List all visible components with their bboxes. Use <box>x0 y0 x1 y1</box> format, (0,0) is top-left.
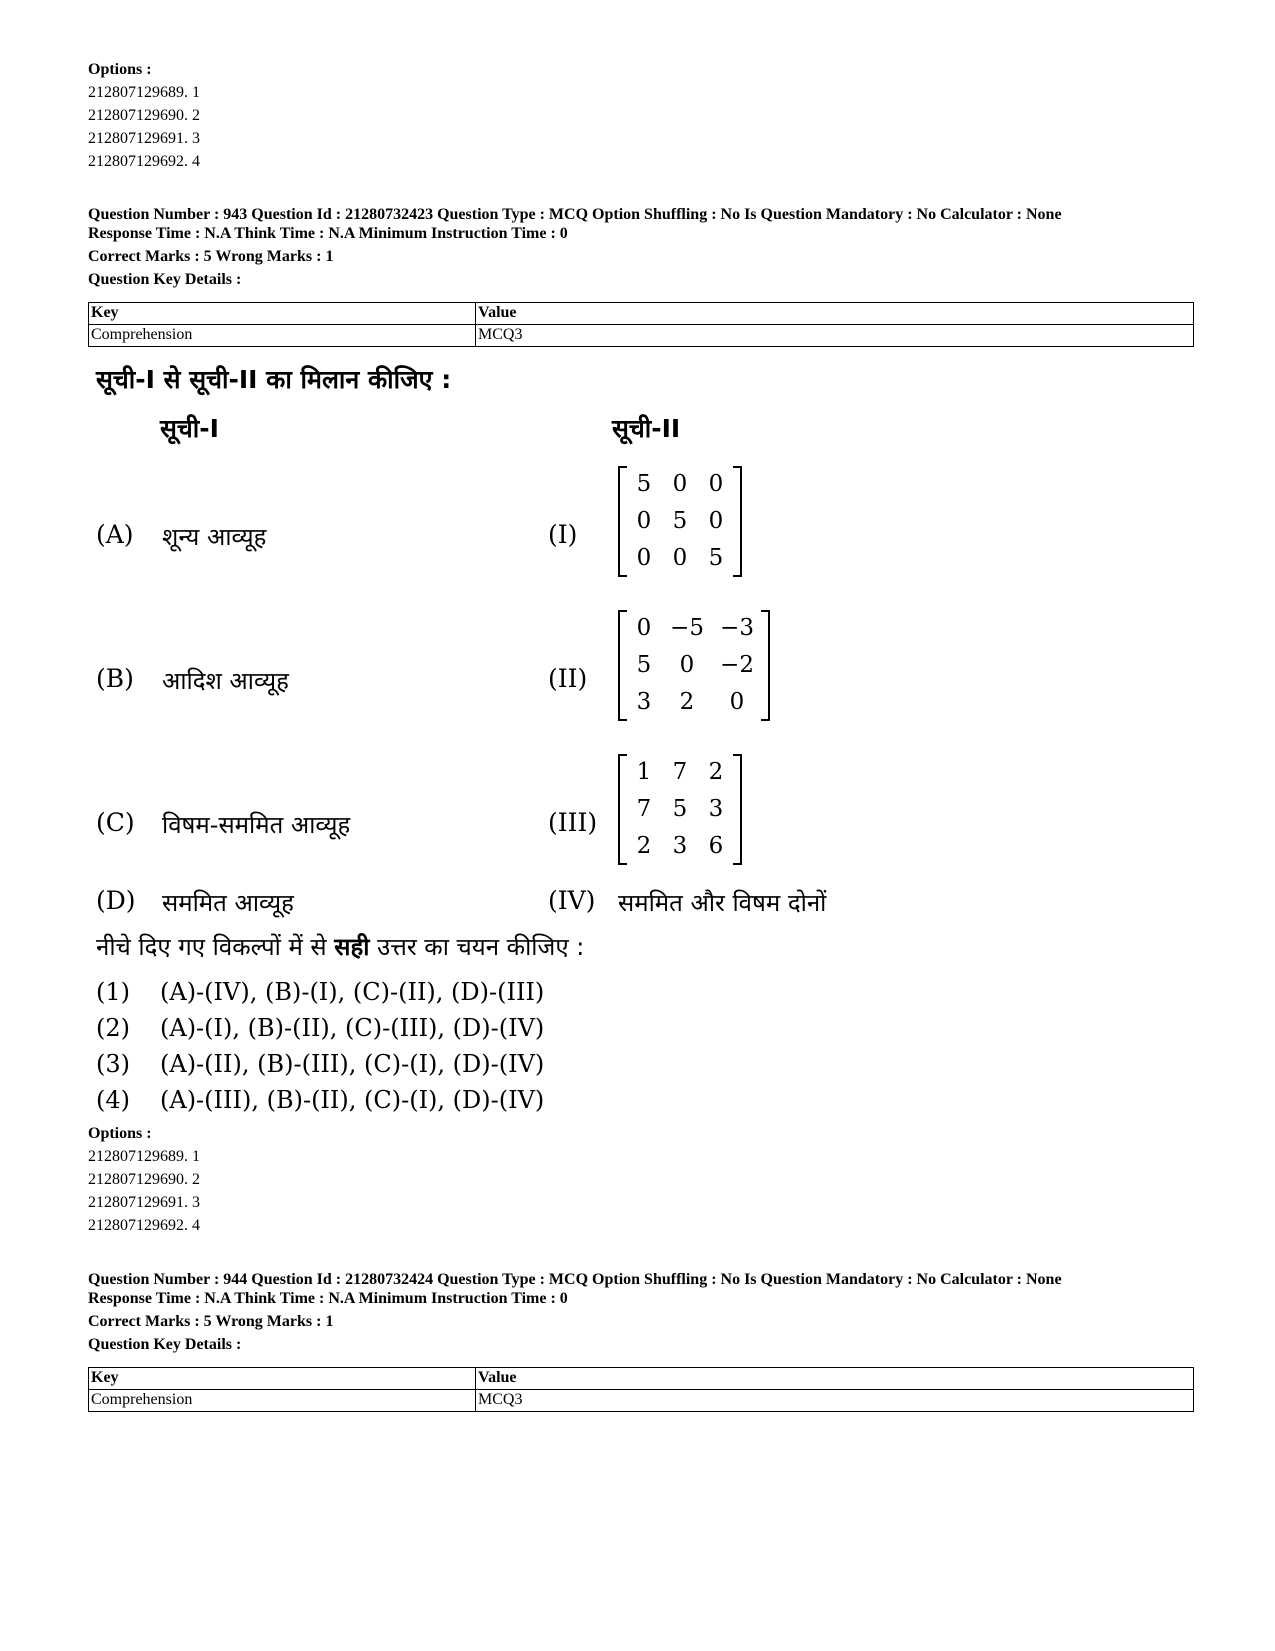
matrix-cell: 3 <box>636 689 652 715</box>
matrix-cell: 2 <box>708 759 724 785</box>
answer-number: (4) <box>96 1086 130 1114</box>
list1-label: (A) <box>96 520 134 549</box>
answer-text: (A)-(III), (B)-(II), (C)-(I), (D)-(IV) <box>160 1086 545 1114</box>
table-header-value: Value <box>476 1368 1194 1390</box>
list2-label: (II) <box>548 664 588 693</box>
matrix-cell: 0 <box>729 689 745 715</box>
option-item: 212807129692. 4 <box>88 153 200 170</box>
matrix-cell: −3 <box>720 615 754 641</box>
list1-item: आदिश आव्यूह <box>162 667 289 695</box>
question-meta-line: Question Number : 943 Question Id : 21280732423 Question Type : MCQ Option Shuffling : No Is Question Mandatory : No Calculator : None <box>88 206 1062 223</box>
table-header-key: Key <box>89 1368 476 1390</box>
answer-choice <box>96 1050 544 1078</box>
matrix-ii <box>618 610 770 721</box>
matrix-cell: 0 <box>636 545 652 571</box>
table-row <box>89 325 1194 347</box>
instruction-text: नीचे दिए गए विकल्पों में से <box>96 933 335 961</box>
list1-label: (C) <box>96 808 135 837</box>
answer-number: (2) <box>96 1014 130 1042</box>
question-meta-line: Response Time : N.A Think Time : N.A Minimum Instruction Time : 0 <box>88 225 568 242</box>
table-header-row <box>89 303 1194 325</box>
option-item: 212807129691. 3 <box>88 1194 200 1211</box>
answer-text: (A)-(IV), (B)-(I), (C)-(II), (D)-(III) <box>160 978 545 1006</box>
answer-number: (1) <box>96 978 130 1006</box>
matrix-iii <box>618 754 742 865</box>
matrix-cell: 0 <box>679 652 695 678</box>
matrix-cell: 0 <box>708 508 724 534</box>
matrix-cell: 1 <box>636 759 652 785</box>
matrix-cell: 3 <box>708 796 724 822</box>
option-item: 212807129689. 1 <box>88 84 200 101</box>
list1-label: (D) <box>96 886 136 915</box>
answer-choice <box>96 1014 544 1042</box>
options-heading: Options : <box>88 1125 152 1142</box>
matrix-cell: 5 <box>672 508 688 534</box>
key-value-table <box>88 1367 1194 1412</box>
key-value-table <box>88 302 1194 347</box>
matrix-cell: 7 <box>672 759 688 785</box>
table-cell-value: MCQ3 <box>476 1390 1194 1412</box>
table-header-row <box>89 1368 1194 1390</box>
matrix-cell: −2 <box>720 652 754 678</box>
question-marks: Correct Marks : 5 Wrong Marks : 1 <box>88 1313 334 1330</box>
matrix-cell: 5 <box>636 471 652 497</box>
list1-label: (B) <box>96 664 134 693</box>
matrix-cell: 5 <box>672 796 688 822</box>
table-row <box>89 1390 1194 1412</box>
matrix-cell: 0 <box>672 471 688 497</box>
matrix-cell: 0 <box>708 471 724 497</box>
option-item: 212807129690. 2 <box>88 1171 200 1188</box>
question-title: सूची-I से सूची-II का मिलान कीजिए : <box>96 365 452 394</box>
matrix-cell: 5 <box>636 652 652 678</box>
list1-item: सममित आव्यूह <box>162 889 294 917</box>
list1-item: शून्य आव्यूह <box>162 523 267 551</box>
list2-item: सममित और विषम दोनों <box>618 889 827 917</box>
instruction-bold: सही <box>334 933 370 961</box>
answer-choice <box>96 1086 544 1114</box>
matrix-cell: 2 <box>679 689 695 715</box>
matrix-cell: 3 <box>672 833 688 859</box>
table-header-key: Key <box>89 303 476 325</box>
table-cell-value: MCQ3 <box>476 325 1194 347</box>
instruction-text: उत्तर का चयन कीजिए : <box>369 933 585 961</box>
table-cell-key: Comprehension <box>89 1390 476 1412</box>
question-meta-line: Question Number : 944 Question Id : 21280732424 Question Type : MCQ Option Shuffling : No Is Question Mandatory : No Calculator : None <box>88 1271 1062 1288</box>
list2-label: (III) <box>548 808 598 837</box>
matrix-cell: 6 <box>708 833 724 859</box>
answer-text: (A)-(II), (B)-(III), (C)-(I), (D)-(IV) <box>160 1050 545 1078</box>
answer-number: (3) <box>96 1050 130 1078</box>
matrix-cell: 0 <box>636 508 652 534</box>
matrix-cell: 2 <box>636 833 652 859</box>
option-item: 212807129692. 4 <box>88 1217 200 1234</box>
table-cell-key: Comprehension <box>89 325 476 347</box>
question-key-details: Question Key Details : <box>88 271 242 288</box>
matrix-cell: −5 <box>670 615 704 641</box>
matrix-cell: 5 <box>708 545 724 571</box>
matrix-cell: 0 <box>636 615 652 641</box>
answer-instruction <box>96 930 584 963</box>
question-key-details: Question Key Details : <box>88 1336 242 1353</box>
question-meta-line: Response Time : N.A Think Time : N.A Minimum Instruction Time : 0 <box>88 1290 568 1307</box>
answer-text: (A)-(I), (B)-(II), (C)-(III), (D)-(IV) <box>160 1014 545 1042</box>
answer-choice <box>96 978 544 1006</box>
list1-item: विषम-सममित आव्यूह <box>162 811 351 839</box>
option-item: 212807129691. 3 <box>88 130 200 147</box>
option-item: 212807129690. 2 <box>88 107 200 124</box>
list1-heading: सूची-I <box>160 414 219 443</box>
matrix-cell: 0 <box>672 545 688 571</box>
table-header-value: Value <box>476 303 1194 325</box>
options-heading: Options : <box>88 61 152 78</box>
list2-heading: सूची-II <box>612 414 681 443</box>
question-marks: Correct Marks : 5 Wrong Marks : 1 <box>88 248 334 265</box>
matrix-cell: 7 <box>636 796 652 822</box>
list2-label: (I) <box>548 520 578 549</box>
list2-label: (IV) <box>548 886 596 915</box>
matrix-i <box>618 466 742 577</box>
option-item: 212807129689. 1 <box>88 1148 200 1165</box>
